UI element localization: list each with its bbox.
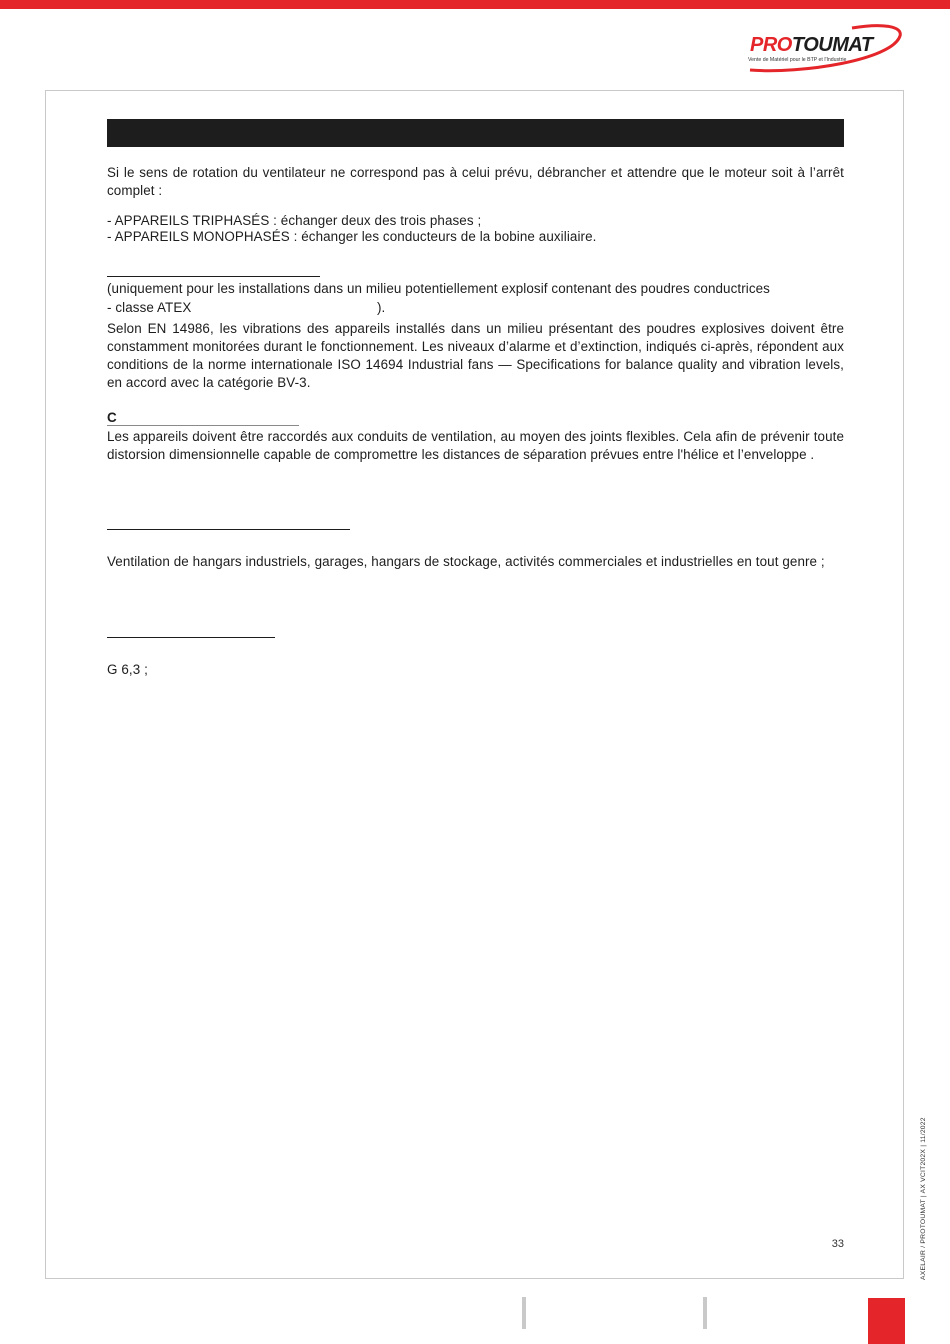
logo-toumat-text: TOUMAT xyxy=(791,34,873,56)
paragraph-vibrations: Selon EN 14986, les vibrations des appareils installés dans un milieu présentant des poudres explosives doivent être constamment monitorées durant le fonctionnement. Les niveaux d’alarme et d’extinction, indiqués ci-après, répondent aux conditions de la norme internationale ISO 14694 Industrial fans — Specifications for balance quality and vibration levels, en accord avec la catégorie BV-3. xyxy=(107,321,844,390)
document-reference: AXELAIR / PROTOUMAT | AX VCIT202X | 11/2022 xyxy=(920,1117,927,1280)
protoumat-logo xyxy=(742,20,910,80)
section-heading-rule xyxy=(107,425,299,426)
atex-close-paren: ). xyxy=(377,300,386,315)
section-heading-rule xyxy=(107,637,275,638)
page-number: 33 xyxy=(831,1238,844,1250)
section-heading-c: C xyxy=(107,410,117,425)
logo-wordmark xyxy=(750,34,873,56)
paragraph-g63: G 6,3 ; xyxy=(107,662,148,677)
content-frame xyxy=(45,90,904,1279)
paragraph-atex-line2: - classe ATEX xyxy=(107,300,192,315)
section-heading-rule xyxy=(107,529,350,530)
footer-accent-square xyxy=(868,1298,905,1344)
section-header-band xyxy=(107,119,844,147)
footer-divider xyxy=(703,1297,707,1329)
bullet-triphase: - APPAREILS TRIPHASÉS : échanger deux des trois phases ; xyxy=(107,213,482,228)
footer-divider xyxy=(522,1297,526,1329)
paragraph-raccordement: Les appareils doivent être raccordés aux conduits de ventilation, au moyen des joints flexibles. Cela afin de prévenir toute distorsion dimensionnelle capable de compromettre les distances de séparation prévues entre l'hélice et l’enveloppe . xyxy=(107,429,844,462)
top-accent-bar xyxy=(0,0,950,9)
logo-pro-text: PRO xyxy=(750,34,792,56)
paragraph-rotation: Si le sens de rotation du ventilateur ne correspond pas à celui prévu, débrancher et attendre que le moteur soit à l’arrêt complet : xyxy=(107,165,844,198)
paragraph-usage: Ventilation de hangars industriels, garages, hangars de stockage, activités commerciales et industrielles en tout genre ; xyxy=(107,554,825,569)
bullet-monophase: - APPAREILS MONOPHASÉS : échanger les conducteurs de la bobine auxiliaire. xyxy=(107,229,597,244)
paragraph-atex-line1: (uniquement pour les installations dans un milieu potentiellement explosif contenant des poudres conductrices xyxy=(107,281,770,296)
logo-tagline: Vente de Matériel pour le BTP et l'Industrie xyxy=(748,57,847,63)
section-heading-rule xyxy=(107,276,320,277)
